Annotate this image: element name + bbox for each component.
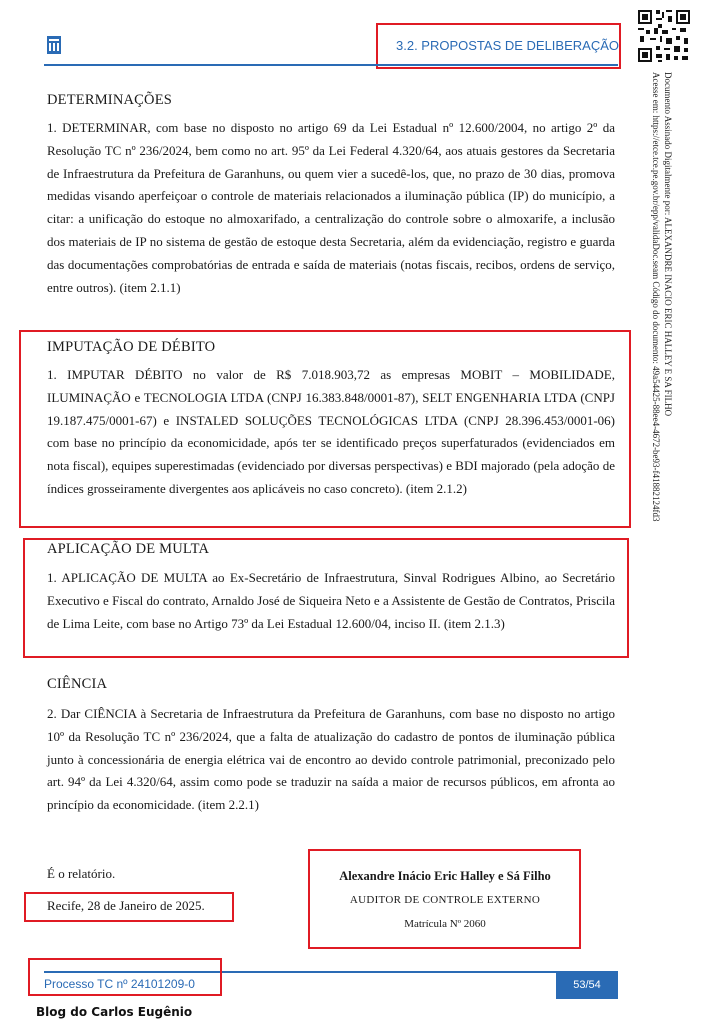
section-title-imputacao: IMPUTAÇÃO DE DÉBITO: [47, 339, 216, 355]
page-number: 53/54: [556, 971, 618, 999]
digital-signature-note: [644, 72, 674, 572]
signature-role: AUDITOR DE CONTROLE EXTERNO: [349, 894, 541, 906]
section-title-ciencia: CIÊNCIA: [47, 676, 108, 692]
header-divider: [44, 64, 618, 66]
section-text-determinacoes: 1. DETERMINAR, com base no disposto no artigo 69 da Lei Estadual nº 12.600/2004, no artigo 2º da Resolução TC nº 236/2024, bem como no art. 95º da Lei Federal 4.320/64, aos atuais gestores da Secretaria de Infraestrutura da Prefeitura de Garanhuns, ou quem vier a sucedê-los, que, no prazo de 30 dias, promova medidas visando aperfeiçoar o controle de materiais relacionados a iluminação pública (IP) do município, a citar: a unificação do estoque no almoxarifado, a centralização do controle sobre o almoxarife, a inclusão dos materiais de IP no sistema de gestão de estoque desta Secretaria, além da evidenciação, registro e guarda das documentações comprobatórias de entrada e saída de materiais (notas fiscais, recibos, ordens de serviço, entre outros). (item 2.1.1): [47, 120, 615, 295]
blog-watermark: Blog do Carlos Eugênio: [36, 1005, 193, 1019]
closing-relatorio: É o relatório.: [47, 866, 116, 881]
header-title: 3.2. PROPOSTAS DE DELIBERAÇÃO: [396, 38, 619, 53]
qr-code-icon: [636, 8, 692, 64]
signature-matricula: Matrícula Nº 2060: [404, 918, 486, 930]
section-title-determinacoes: DETERMINAÇÕES: [47, 92, 173, 108]
tce-logo-icon: [47, 36, 61, 54]
digital-signature-line-1: Documento Assinado Digitalmente por: ALEXANDRE INACIO ERIC HALLEY E SA FILHO: [663, 72, 673, 417]
header-title-highlight: [376, 23, 621, 69]
section-title-multa: APLICAÇÃO DE MULTA: [47, 541, 210, 557]
section-text-ciencia: 2. Dar CIÊNCIA à Secretaria de Infraestrutura da Prefeitura de Garanhuns, com base no disposto no artigo 10º da Resolução TC nº 236/2024, que a falta de atualização do cadastro de pontos de iluminação pública junto à concessionária de energia elétrica vai de encontro ao devido controle patrimonial, preconizado pelo art. 94º da Lei 4.320/64, assim como pode se traduzir na saída a maior de recursos públicos, em afronta ao princípio da economicidade. (item 2.2.1): [47, 706, 615, 813]
signature-name: Alexandre Inácio Eric Halley e Sá Filho: [339, 869, 551, 883]
footer-process-number: Processo TC nº 24101209-0: [44, 977, 195, 991]
digital-signature-line-2: Acesse em: https://etce.tce.pe.gov.br/epp/validaDoc.seam Código do documento: 49a54425-88ee4-4672-be93-f41882124fd3: [651, 72, 661, 522]
section-text-multa: 1. APLICAÇÃO DE MULTA ao Ex-Secretário de Infraestrutura, Sinval Rodrigues Albino, ao Secretário Executivo e Fiscal do contrato, Arnaldo José de Siqueira Neto e a Assistente de Gestão de Contratos, Priscila de Lima Leite, com base no Artigo 73º da Lei Estadual 12.600/04, inciso II. (item 2.1.3): [47, 570, 615, 631]
place-date: Recife, 28 de Janeiro de 2025.: [47, 898, 205, 913]
section-text-imputacao: 1. IMPUTAR DÉBITO no valor de R$ 7.018.903,72 as empresas MOBIT – MOBILIDADE, ILUMINAÇÃO e TECNOLOGIA LTDA (CNPJ 16.383.848/0001-87), SELT ENGENHARIA LTDA (CNPJ 19.187.475/0001-67) e INSTALED SOLUÇÕES TECNOLÓGICAS LTDA (CNPJ 28.396.453/0001-06) com base no princípio da economicidade, após ter se identificado preços superfaturados (evidenciados em nota fiscal), equipes superestimadas (evidenciado por diversas perspectivas) e BDI majorado (pela adoção de índices grosseiramente divergentes aos aplicáveis no caso concreto). (item 2.1.2): [47, 367, 615, 496]
